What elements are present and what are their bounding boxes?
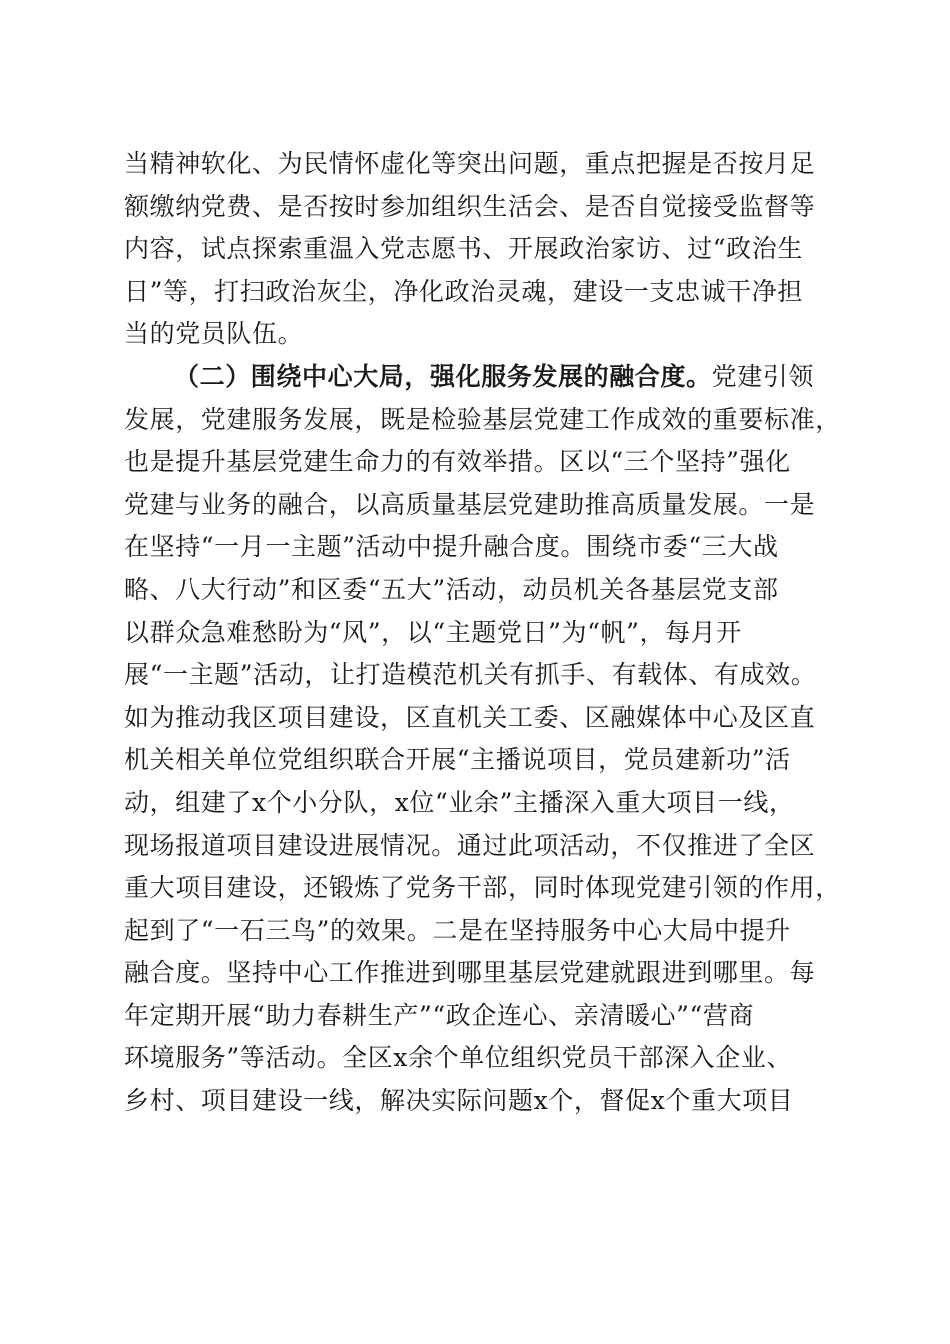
text-line: 以群众急难愁盼为“风”，以“主题党日”为“帆”，每月开 bbox=[124, 617, 742, 647]
document-body bbox=[124, 143, 844, 1123]
paragraph-2-first-line bbox=[124, 356, 844, 399]
text-line: 日”等，打扫政治灰尘，净化政治灵魂，建设一支忠诚干净担 bbox=[124, 276, 803, 306]
text-line: 额缴纳党费、是否按时参加组织生活会、是否自觉接受监督等 bbox=[124, 191, 816, 221]
text-line: 当的党员队伍。 bbox=[124, 319, 304, 349]
text-line: 起到了“一石三鸟”的效果。二是在坚持服务中心大局中提升 bbox=[124, 915, 791, 945]
text-line: 在坚持“一月一主题”活动中提升融合度。围绕市委“三大战 bbox=[124, 532, 779, 562]
paragraph-2 bbox=[124, 356, 844, 1123]
text-line: 动，组建了x个小分队，x位“业余”主播深入重大项目一线， bbox=[124, 787, 795, 817]
text-line: 机关相关单位党组织联合开展“主播说项目，党员建新功”活 bbox=[124, 745, 791, 775]
text-line: 乡村、项目建设一线，解决实际问题x个，督促x个重大项目 bbox=[124, 1086, 794, 1116]
text-line: 如为推动我区项目建设，区直机关工委、区融媒体中心及区直 bbox=[124, 702, 816, 732]
text-line: 融合度。坚持中心工作推进到哪里基层党建就跟进到哪里。每 bbox=[124, 958, 816, 988]
text-line: 展“一主题”活动，让打造模范机关有抓手、有载体、有成效。 bbox=[124, 660, 817, 690]
text-line: 内容，试点探索重温入党志愿书、开展政治家访、过“政治生 bbox=[124, 234, 803, 264]
section-heading: （二）围绕中心大局，强化服务发展的融合度。 bbox=[174, 361, 712, 391]
text-line: 也是提升基层党建生命力的有效举措。区以“三个坚持”强化 bbox=[124, 447, 791, 477]
text-line: 发展，党建服务发展，既是检验基层党建工作成效的重要标准， bbox=[124, 404, 841, 434]
text-line: 当精神软化、为民情怀虚化等突出问题，重点把握是否按月足 bbox=[124, 149, 816, 178]
text-line: 环境服务”等活动。全区x余个单位组织党员干部深入企业、 bbox=[124, 1043, 793, 1073]
text-line: 现场报道项目建设进展情况。通过此项活动，不仅推进了全区 bbox=[124, 830, 816, 860]
heading-line-rest: 党建引领 bbox=[711, 361, 815, 391]
paragraph-1 bbox=[124, 143, 844, 356]
text-line: 党建与业务的融合，以高质量基层党建助推高质量发展。一是 bbox=[124, 489, 816, 519]
text-line: 年定期开展“助力春耕生产”“政企连心、亲清暖心”“营商 bbox=[124, 1000, 755, 1030]
text-line: 重大项目建设，还锻炼了党务干部，同时体现党建引领的作用， bbox=[124, 873, 841, 903]
text-line: 略、八大行动”和区委“五大”活动，动员机关各基层党支部 bbox=[124, 574, 779, 604]
